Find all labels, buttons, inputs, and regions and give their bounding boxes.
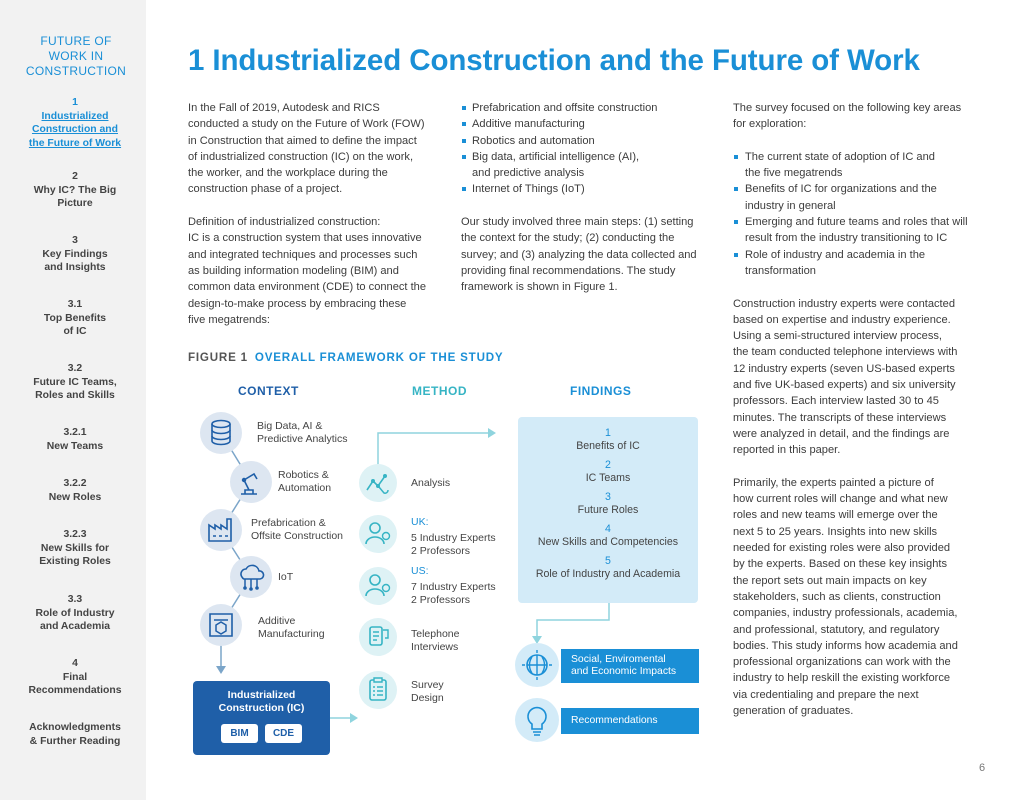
text-line: generation of graduates. (733, 704, 854, 717)
text-line: and Economic Impacts (571, 666, 677, 677)
text-line: Telephone (411, 628, 460, 640)
method-header: METHOD (412, 384, 467, 398)
text-line: needed for existing roles were also provided (733, 542, 951, 555)
sidebar-item-number: 3.2.1 (63, 427, 87, 438)
text-line: IC is a construction system that uses innovative (188, 232, 422, 245)
finding-label: Future Roles (577, 504, 639, 516)
text-line: Our study involved three main steps: (1) setting (461, 216, 694, 229)
arrow-down-icon (216, 666, 226, 674)
text-line: Prefabrication & (251, 517, 326, 529)
finding-item (518, 491, 698, 517)
text-line: companies, industry professionals, academia, (733, 607, 958, 620)
text-line: 2 Professors (411, 593, 470, 606)
context-header: CONTEXT (238, 384, 299, 398)
region-label: US: (411, 565, 429, 577)
text-line: Social, Enviromental (571, 653, 666, 665)
text-line: Interviews (411, 640, 459, 653)
sidebar-item-label: New Teams (46, 440, 104, 452)
findings-connector (537, 603, 609, 638)
text-line: Role of industry and academia in the (745, 248, 926, 261)
text-line: Robotics & (278, 469, 329, 481)
sidebar-item-label: Construction and (31, 124, 118, 135)
sidebar-item-label: Recommendations (28, 685, 122, 696)
text-line: 2 Professors (411, 544, 470, 557)
text-line: Primarily, the experts painted a picture of (733, 476, 934, 489)
sidebar-item-label: Future IC Teams, (33, 376, 117, 388)
sidebar-item-number: 3.2.3 (63, 529, 87, 540)
text-line: Design (411, 691, 444, 704)
text-line: Big Data, AI & (257, 420, 323, 432)
text-line: framework is shown in Figure 1. (461, 281, 618, 294)
page-number: 6 (979, 762, 986, 774)
finding-label: New Skills and Competencies (537, 536, 679, 548)
report-title-line: WORK IN (48, 49, 104, 63)
context-label-robotics (278, 469, 331, 495)
text-line: in Construction that aimed to define the impact (188, 134, 417, 147)
text-line: and predictive analysis (472, 167, 585, 180)
finding-item (518, 427, 698, 453)
arrow-right-icon (488, 428, 496, 438)
sidebar-item-label: Key Findings (42, 248, 108, 260)
text-line: construction phase of a project. (188, 183, 343, 196)
text-line: Offsite Construction (251, 529, 344, 542)
text-line: Manufacturing (258, 627, 325, 640)
sidebar-item-number: 3.1 (67, 299, 83, 310)
bim-pill: BIM (221, 724, 258, 743)
arrow-right-icon (350, 713, 358, 723)
text-line: of industrialized construction (IC) on the work, (188, 150, 414, 163)
figure-number: FIGURE 1 (188, 351, 248, 364)
finding-number: 4 (605, 523, 611, 535)
sidebar-item-number: 3.2 (67, 363, 83, 374)
finding-item (518, 523, 698, 549)
text-line: industry in general (745, 199, 836, 212)
text-line: via credentialing and prepare the next (733, 688, 919, 701)
database-icon (200, 412, 242, 454)
method-label-survey (411, 679, 444, 705)
sidebar-item-label: Top Benefits (43, 312, 107, 324)
text-line: Recommendations (571, 714, 658, 726)
finding-number: 2 (605, 459, 611, 471)
industrialized-construction-box (193, 681, 330, 755)
text-line: and professional, statutory, and regulatory (733, 623, 940, 636)
text-line: Big data, artificial intelligence (AI), (472, 150, 640, 163)
text-line: Using a semi-structured interview process, (733, 330, 943, 343)
sidebar-item-label: Picture (57, 198, 93, 209)
text-line: In the Fall of 2019, Autodesk and RICS (188, 102, 380, 114)
text-line: how current roles will change and what new (733, 493, 948, 506)
sidebar-item-number: 3 (72, 235, 78, 246)
sidebar-item-label: Final (62, 671, 88, 683)
text-line: as building information modeling (BIM) and (188, 264, 399, 277)
text-line: professors. Each interview lasted 30 to 45 (733, 395, 939, 408)
region-label: UK: (411, 516, 429, 528)
context-label-additive (258, 615, 325, 641)
finding-label: Benefits of IC (576, 440, 640, 452)
sidebar-item-label: of IC (63, 326, 87, 337)
text-line: 12 industry experts (seven US-based experts (733, 362, 955, 375)
text-line: Construction (IC) (218, 702, 305, 714)
sidebar-item-label: New Skills for (40, 542, 110, 554)
text-line: Predictive Analytics (257, 432, 348, 445)
outcome-impacts (561, 649, 699, 683)
clipboard-survey-icon (359, 671, 397, 709)
text-line: Construction industry experts were contacted (733, 297, 955, 310)
finding-item (518, 459, 698, 485)
text-line: Prefabrication and offsite construction (472, 102, 658, 114)
method-label-telephone (411, 628, 459, 654)
sidebar-item-number: 3.3 (67, 594, 83, 605)
text-line: Automation (278, 481, 332, 494)
finding-number: 5 (605, 555, 611, 567)
text-line: Robotics and automation (472, 134, 595, 147)
method-label-analysis (411, 477, 450, 490)
findings-box (518, 417, 698, 603)
outcome-recommendations (561, 708, 699, 734)
text-line: the report sets out main impacts on key (733, 574, 927, 587)
text-line: were analyzed in detail, and the findings are (733, 427, 950, 440)
method-label-uk (411, 516, 496, 557)
finding-label: IC Teams (585, 472, 631, 484)
text-line: Analysis (411, 477, 451, 489)
page-title: 1 Industrialized Construction and the Future of Work (188, 44, 920, 77)
text-line: conducted a study on the Future of Work (FOW) (188, 118, 425, 131)
sidebar-item-label: Acknowledgments (29, 722, 121, 733)
text-line: Additive manufacturing (472, 118, 585, 131)
sidebar-item-label: Roles and Skills (35, 390, 115, 401)
text-line: survey; and (3) analyzing the data collected and (461, 248, 697, 261)
text-line: roles and new teams will emerge over the (733, 509, 938, 522)
arrow-down-icon (532, 636, 542, 644)
text-line: providing final recommendations. The study (461, 264, 676, 277)
text-line: 7 Industry Experts (411, 580, 496, 593)
text-line: the five megatrends (745, 167, 843, 180)
text-line: Internet of Things (IoT) (472, 183, 585, 196)
finding-item (518, 555, 698, 581)
text-line: Survey (411, 679, 444, 691)
finding-number: 3 (605, 491, 611, 503)
robot-arm-icon (230, 461, 272, 503)
text-line: Additive (258, 615, 296, 627)
text-line: the worker, and the workplace during the (188, 167, 388, 180)
text-line: design-to-make process by embracing these (188, 297, 407, 310)
cloud-network-icon (230, 556, 272, 598)
text-line: Industrialized (227, 689, 296, 701)
finding-label: Role of Industry and Academia (535, 568, 681, 580)
text-line: five megatrends: (188, 313, 271, 326)
method-label-us (411, 565, 496, 606)
sidebar-item-label: Industrialized (41, 110, 109, 122)
text-line: the team conducted telephone interviews with (733, 346, 958, 359)
text-line: by the experts. Based on these key insights (733, 558, 947, 571)
text-line: bodies. This study informs how academia and (733, 639, 958, 652)
sidebar-item-number: 3.2.2 (63, 478, 87, 489)
text-line: industry to help reskill the existing workforce (733, 672, 951, 685)
text-line: The survey focused on the following key areas (733, 102, 962, 114)
finding-number: 1 (605, 427, 611, 439)
analysis-chart-icon (359, 464, 397, 502)
text-line: Benefits of IC for organizations and the (745, 183, 937, 196)
sidebar-item-number: 1 (72, 97, 78, 108)
sidebar-item-label: Role of Industry (35, 607, 115, 619)
sidebar-item-label: & Further Reading (29, 735, 121, 747)
context-label-big-data (257, 420, 347, 446)
report-title-line: CONSTRUCTION (25, 64, 127, 78)
text-line: stakeholders, such as clients, construction (733, 590, 941, 603)
sidebar-item-label: the Future of Work (28, 137, 122, 149)
cde-pill: CDE (265, 724, 302, 743)
lightbulb-icon (515, 698, 559, 742)
text-line: based on expertise and industry experience. (733, 313, 951, 326)
sidebar-item-number: 4 (72, 658, 78, 669)
text-line: professional organizations can work with the (733, 656, 951, 669)
sidebar-item-label: Existing Roles (39, 556, 111, 567)
3d-printer-icon (200, 604, 242, 646)
text-line: minutes. The transcripts of these interviews (733, 411, 947, 424)
findings-header: FINDINGS (570, 384, 632, 398)
report-title-line: FUTURE OF (40, 34, 112, 48)
text-line: and five UK-based experts) and six university (733, 379, 956, 392)
sidebar-item-label: and Academia (39, 621, 111, 632)
experts-uk-icon (359, 515, 397, 553)
sidebar-item-label: Why IC? The Big (33, 184, 117, 196)
text-line: next 5 to 25 years. Insights into new skills (733, 525, 938, 538)
text-line: transformation (745, 264, 816, 277)
sidebar-item-number: 2 (72, 171, 78, 182)
text-line: 5 Industry Experts (411, 531, 496, 544)
text-line: Emerging and future teams and roles that will (745, 216, 968, 229)
context-label-prefabrication (251, 517, 343, 543)
text-line: result from the industry transitioning to IC (745, 232, 948, 245)
text-line: reported in this paper. (733, 444, 841, 457)
factory-icon (200, 509, 242, 551)
ic-box-title (193, 689, 330, 715)
text-line: common data environment (CDE) to connect the (188, 281, 427, 294)
globe-icon (515, 643, 559, 687)
text-line: for exploration: (733, 118, 807, 131)
text-line: Definition of industrialized construction: (188, 216, 381, 229)
text-line: The current state of adoption of IC and (745, 150, 935, 163)
context-label-iot (278, 571, 293, 584)
text-line: the context for the study; (2) conducting the (461, 232, 675, 245)
sidebar-item-label: and Insights (44, 262, 106, 273)
figure-title: OVERALL FRAMEWORK OF THE STUDY (254, 351, 504, 364)
sidebar-item-label: New Roles (48, 491, 102, 503)
text-line: and integrated techniques and processes such (188, 248, 418, 261)
phone-interview-icon (359, 618, 397, 656)
experts-us-icon (359, 567, 397, 605)
text-line: IoT (278, 571, 294, 583)
